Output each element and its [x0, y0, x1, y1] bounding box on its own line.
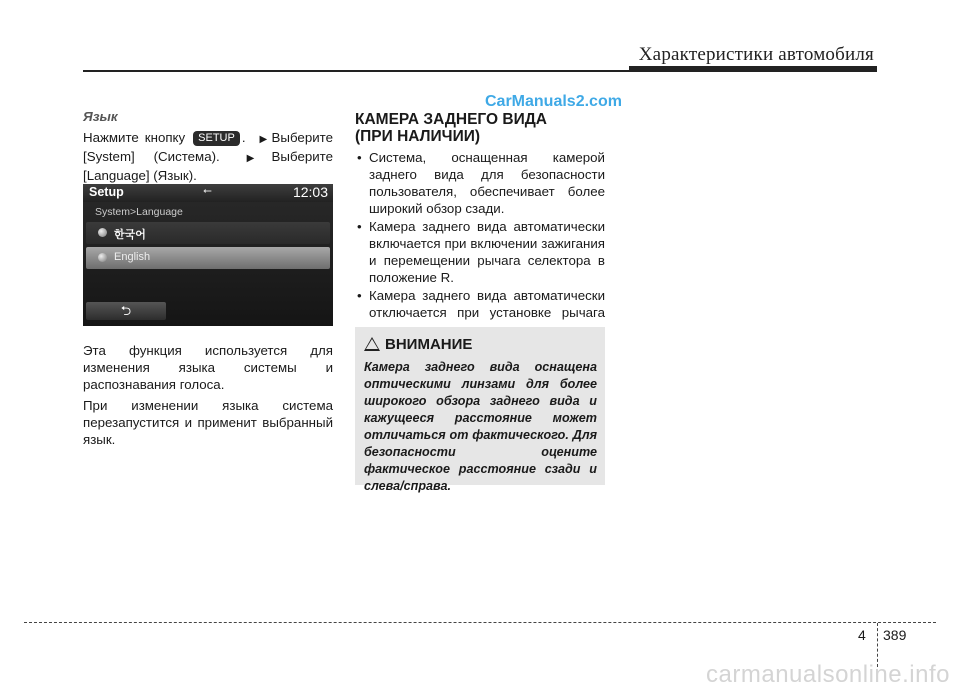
- site-watermark[interactable]: carmanualsonline.info: [706, 661, 950, 688]
- warning-text: Камера заднего вида оснащена оптическими линзами для более широкого обзора заднего вида и кажущееся расстояние может отличаться от фактического. Для безопасности оцените фактическое расстояние сзади и слева/справа.: [364, 360, 597, 493]
- paragraph: При изменении языка система перезапустится и применит выбранный язык.: [83, 398, 333, 447]
- header-title: Характеристики автомобиля: [638, 44, 874, 65]
- language-description: [83, 342, 333, 452]
- chapter-number: 4: [858, 627, 866, 643]
- header-rule: [83, 70, 629, 72]
- instruction-part: [Language] (Язык).: [83, 168, 197, 183]
- setup-button-icon: SETUP: [193, 131, 240, 146]
- instruction-part: Выберите: [271, 149, 333, 164]
- screen-clock: 12:03: [292, 184, 328, 200]
- list-item: • Камера заднего вида автоматически включается при включении зажигания и перемещении рычага селектора в положение R.: [355, 218, 605, 286]
- section-subtitle: Язык: [83, 109, 118, 124]
- page-number: 389: [883, 627, 907, 643]
- usb-icon: ⭠: [203, 185, 212, 197]
- radio-icon: [98, 253, 107, 262]
- instruction-part: .: [241, 130, 246, 145]
- language-option-label: English: [114, 251, 151, 263]
- warning-icon: !: [364, 337, 380, 351]
- setup-screen-image: [83, 184, 333, 326]
- radio-icon: [98, 228, 107, 237]
- screen-title: Setup: [89, 185, 124, 199]
- back-arrow-icon: ⮌: [120, 303, 132, 318]
- instruction-part: [System] (Система).: [83, 149, 220, 164]
- section-heading: [355, 111, 605, 145]
- screen-breadcrumb: System>Language: [95, 206, 183, 218]
- bullet-list: [355, 149, 605, 338]
- heading-line: (ПРИ НАЛИЧИИ): [355, 128, 481, 145]
- paragraph: Эта функция используется для изменения языка системы и распознавания голоса.: [83, 343, 333, 392]
- warning-title-text: ВНИМАНИЕ: [385, 336, 473, 353]
- warning-title: [364, 336, 472, 353]
- language-option-korean[interactable]: [86, 222, 330, 244]
- arrow-icon: ▶: [259, 134, 270, 145]
- rear-camera-section: [355, 111, 605, 339]
- language-option-label: 한국어: [114, 229, 146, 241]
- instruction-part: Выберите: [271, 130, 333, 145]
- back-button[interactable]: [86, 302, 166, 320]
- footer-rule: [24, 622, 936, 623]
- language-option-english[interactable]: [86, 247, 330, 269]
- language-section: [83, 108, 333, 184]
- list-item: • Камера заднего вида автоматически отключается при установке рычага: [355, 287, 605, 338]
- arrow-icon: ▶: [246, 153, 270, 164]
- instruction-text: [83, 129, 333, 184]
- heading-line: КАМЕРА ЗАДНЕГО ВИДА: [355, 111, 547, 128]
- instruction-part: Нажмите кнопку: [83, 130, 186, 145]
- list-item: • Система, оснащенная камерой заднего вида для безопасности пользователя, обеспечивает более широкий обзор сзади.: [355, 149, 605, 217]
- header-rule-thick: [629, 66, 877, 72]
- watermark-link[interactable]: CarManuals2.com: [485, 93, 622, 110]
- warning-box: [355, 327, 605, 493]
